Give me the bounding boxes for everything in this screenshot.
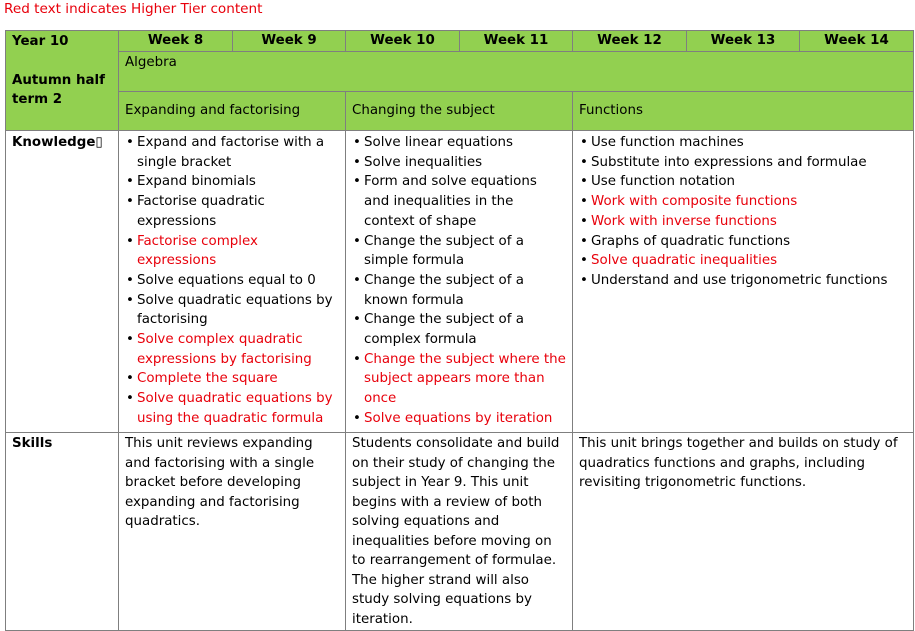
week-9-header: Week 9 <box>233 31 346 52</box>
knowledge-label-cell <box>6 131 119 433</box>
knowledge-item <box>579 212 907 232</box>
bullet-icon: • <box>580 233 588 249</box>
knowledge-item-text: Change the subject of a simple formula <box>364 233 524 269</box>
knowledge-item <box>352 153 566 173</box>
knowledge-expanding-factorising <box>119 131 346 433</box>
knowledge-item <box>125 192 339 231</box>
knowledge-list-3 <box>579 133 907 291</box>
bullet-icon: • <box>580 154 588 170</box>
knowledge-item-text: Solve quadratic equations by factorising <box>137 292 333 328</box>
knowledge-item <box>352 350 566 409</box>
knowledge-item-text: Solve quadratic inequalities <box>591 253 778 269</box>
knowledge-item-text: Solve inequalities <box>364 154 483 170</box>
year-label: Year 10 <box>12 34 69 49</box>
knowledge-list-1 <box>125 133 339 429</box>
knowledge-item <box>125 133 339 172</box>
knowledge-item <box>579 192 907 212</box>
knowledge-item-text: Solve complex quadratic expressions by factorising <box>137 332 312 367</box>
bullet-icon: • <box>580 213 588 229</box>
bullet-icon: • <box>353 272 361 288</box>
knowledge-item-text: Use function machines <box>591 135 744 150</box>
knowledge-item <box>579 133 907 153</box>
bullet-icon: • <box>126 174 134 190</box>
knowledge-item <box>352 172 566 231</box>
bullet-icon: • <box>126 332 134 348</box>
knowledge-item-text: Expand binomials <box>137 174 256 190</box>
term-label: Autumn half term 2 <box>12 72 105 108</box>
knowledge-item-text: Form and solve equations and inequalities in the context of shape <box>364 174 537 229</box>
knowledge-item <box>125 369 339 389</box>
knowledge-item <box>125 389 339 428</box>
bullet-icon: • <box>580 135 588 150</box>
year-term-cell <box>6 31 119 131</box>
knowledge-item-text: Expand and factorise with a single bracket <box>137 135 325 170</box>
bullet-icon: • <box>580 253 588 269</box>
knowledge-item-text: Solve equations by iteration <box>364 410 553 426</box>
knowledge-item <box>579 232 907 252</box>
knowledge-item-text: Understand and use trigonometric functions <box>591 272 888 288</box>
week-14-header: Week 14 <box>800 31 914 52</box>
bullet-icon: • <box>580 174 588 190</box>
knowledge-functions <box>573 131 914 433</box>
skills-functions: This unit brings together and builds on study of quadratics functions and graphs, including revisiting trigonometric functions. <box>573 433 914 631</box>
bullet-icon: • <box>580 194 588 210</box>
strand-cell: Algebra <box>119 52 914 92</box>
knowledge-item-text: Factorise quadratic expressions <box>137 194 265 229</box>
knowledge-item <box>125 271 339 291</box>
knowledge-item-text: Factorise complex expressions <box>137 233 258 269</box>
bullet-icon: • <box>126 391 134 407</box>
topic-changing-subject: Changing the subject <box>346 92 573 131</box>
knowledge-item <box>579 251 907 271</box>
knowledge-item <box>352 232 566 271</box>
knowledge-item-text: Solve equations equal to 0 <box>137 272 316 288</box>
knowledge-item-text: Complete the square <box>137 371 278 387</box>
bullet-icon: • <box>353 351 361 367</box>
bullet-icon: • <box>353 154 361 170</box>
knowledge-changing-subject <box>346 131 573 433</box>
knowledge-item <box>125 172 339 192</box>
bullet-icon: • <box>126 233 134 249</box>
knowledge-item <box>352 310 566 349</box>
week-8-header: Week 8 <box>119 31 233 52</box>
knowledge-item-text: Use function notation <box>591 174 736 190</box>
knowledge-item <box>352 271 566 310</box>
skills-changing-subject: Students consolidate and build on their study of changing the subject in Year 9. This unit begins with a review of both solving equations and inequalities before moving on to rearrangement of formulae. The higher strand will also study solving equations by iteration. <box>346 433 573 631</box>
skills-label: Skills <box>6 433 119 631</box>
knowledge-item-text: Substitute into expressions and formulae <box>591 154 867 170</box>
week-12-header: Week 12 <box>573 31 687 52</box>
knowledge-item-text: Change the subject where the subject appears more than once <box>364 351 566 407</box>
bullet-icon: • <box>126 272 134 288</box>
knowledge-item <box>579 153 907 173</box>
knowledge-item-text: Solve linear equations <box>364 135 514 150</box>
knowledge-item <box>125 330 339 369</box>
week-11-header: Week 11 <box>460 31 573 52</box>
scheme-of-work-table <box>5 30 914 631</box>
missing-glyph-icon: ▯ <box>95 135 103 150</box>
knowledge-item-text: Change the subject of a complex formula <box>364 312 524 348</box>
knowledge-item <box>125 291 339 330</box>
bullet-icon: • <box>126 371 134 387</box>
knowledge-item <box>352 409 566 429</box>
bullet-icon: • <box>353 174 361 190</box>
topic-expanding-factorising: Expanding and factorising <box>119 92 346 131</box>
knowledge-item-text: Work with inverse functions <box>591 213 777 229</box>
knowledge-item <box>579 271 907 291</box>
week-10-header: Week 10 <box>346 31 460 52</box>
knowledge-item-text: Graphs of quadratic functions <box>591 233 791 249</box>
knowledge-list-2 <box>352 133 566 429</box>
knowledge-label: Knowledge <box>12 135 96 150</box>
bullet-icon: • <box>126 292 134 308</box>
bullet-icon: • <box>353 312 361 328</box>
knowledge-item-text: Change the subject of a known formula <box>364 272 524 308</box>
knowledge-item-text: Work with composite functions <box>591 194 798 210</box>
knowledge-item-text: Solve quadratic equations by using the quadratic formula <box>137 391 333 426</box>
bullet-icon: • <box>353 410 361 426</box>
knowledge-item <box>352 133 566 153</box>
bullet-icon: • <box>353 135 361 150</box>
bullet-icon: • <box>126 194 134 210</box>
knowledge-item <box>125 232 339 271</box>
week-13-header: Week 13 <box>687 31 800 52</box>
knowledge-item <box>579 172 907 192</box>
topic-functions: Functions <box>573 92 914 131</box>
higher-tier-note: Red text indicates Higher Tier content <box>4 1 263 17</box>
skills-expanding-factorising: This unit reviews expanding and factorising with a single bracket before developing expanding and factorising quadratics. <box>119 433 346 631</box>
bullet-icon: • <box>580 272 588 288</box>
bullet-icon: • <box>126 135 134 150</box>
bullet-icon: • <box>353 233 361 249</box>
